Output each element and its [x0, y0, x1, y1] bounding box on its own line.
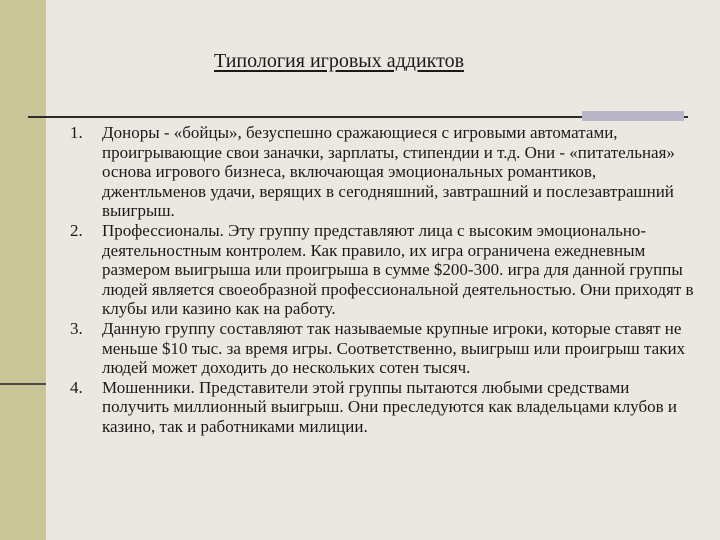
list-item-text: Профессионалы. Эту группу представляют лица с высоким эмоционально-деятельностным контролем. Как правило, их игра ограничена ежедневным размером выигрыша или проигрыша в сумме $200-300. игра для данной группы людей является своеобразной профессиональной деятельностью. Они приходят в клубы или казино как на работу.: [102, 220, 694, 319]
list-item: [70, 378, 700, 437]
slide-title: Типология игровых аддиктов: [214, 50, 465, 72]
list-item: [70, 319, 700, 378]
left-band-divider: [0, 383, 46, 385]
title-accent-bar: [582, 111, 684, 121]
list-item-text: Данную группу составляют так называемые крупные игроки, которые ставят не меньше $10 тыс. за время игры. Соответственно, выигрыш или проигрыш таких людей может доходить до нескольких сотен тысяч.: [102, 318, 686, 378]
left-decor-band: [0, 0, 46, 540]
addict-types-list: [70, 123, 700, 437]
list-item: [70, 221, 700, 319]
list-item-text: Мошенники. Представители этой группы пытаются любыми средствами получить миллионный выигрыш. Они преследуются как владельцами клубов и казино, так и работниками милиции.: [102, 377, 677, 436]
list-item-number: 3.: [70, 318, 83, 338]
list-item: [70, 123, 700, 221]
list-item-number: 2.: [70, 220, 83, 240]
list-item-text: Доноры - «бойцы», безуспешно сражающиеся с игровыми автоматами, проигрывающие свои заначки, зарплаты, стипендии и т.д. Они - «питательная» основа игрового бизнеса, включающая эмоциональных романтиков, джентльменов удачи, верящих в сегодняшний, завтрашний и послезавтрашний выигрыш.: [102, 123, 675, 221]
list-item-number: 4.: [70, 377, 83, 397]
list-item-number: 1.: [70, 123, 83, 142]
